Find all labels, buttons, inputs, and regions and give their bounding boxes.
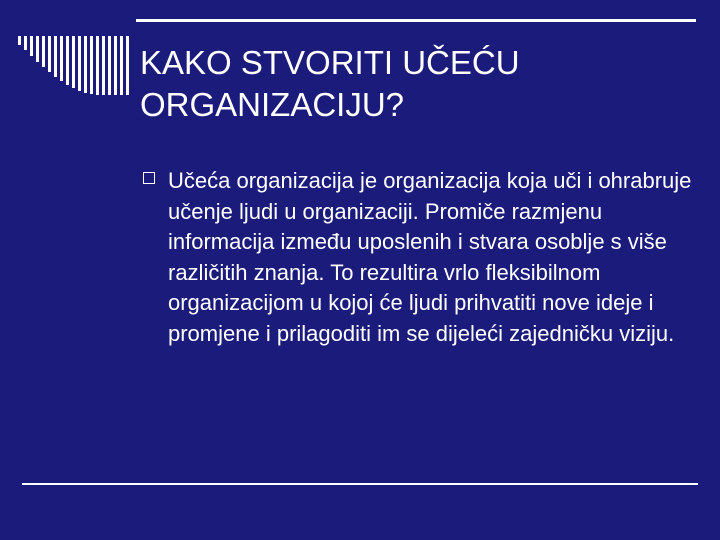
- hollow-square-icon: [143, 172, 155, 184]
- slide-title: KAKO STVORITI UČEĆU ORGANIZACIJU?: [140, 44, 520, 123]
- bottom-rule: [22, 483, 698, 485]
- bullet-text: Učeća organizacija je organizacija koja uči i ohrabruje učenje ljudi u organizaciji. Promiče razmjenu informacija između uposlenih i stvara osoblje s više različitih znanja. To rezultira vrlo fleksibilnom organizacijom u kojoj će ljudi prihvatiti nove ideje i promjene i prilagoditi im se dijeleći zajedničku viziju.: [168, 168, 692, 346]
- top-rule: [136, 19, 696, 22]
- bullet-list: [143, 166, 698, 349]
- vertical-stripes-icon: [18, 36, 138, 96]
